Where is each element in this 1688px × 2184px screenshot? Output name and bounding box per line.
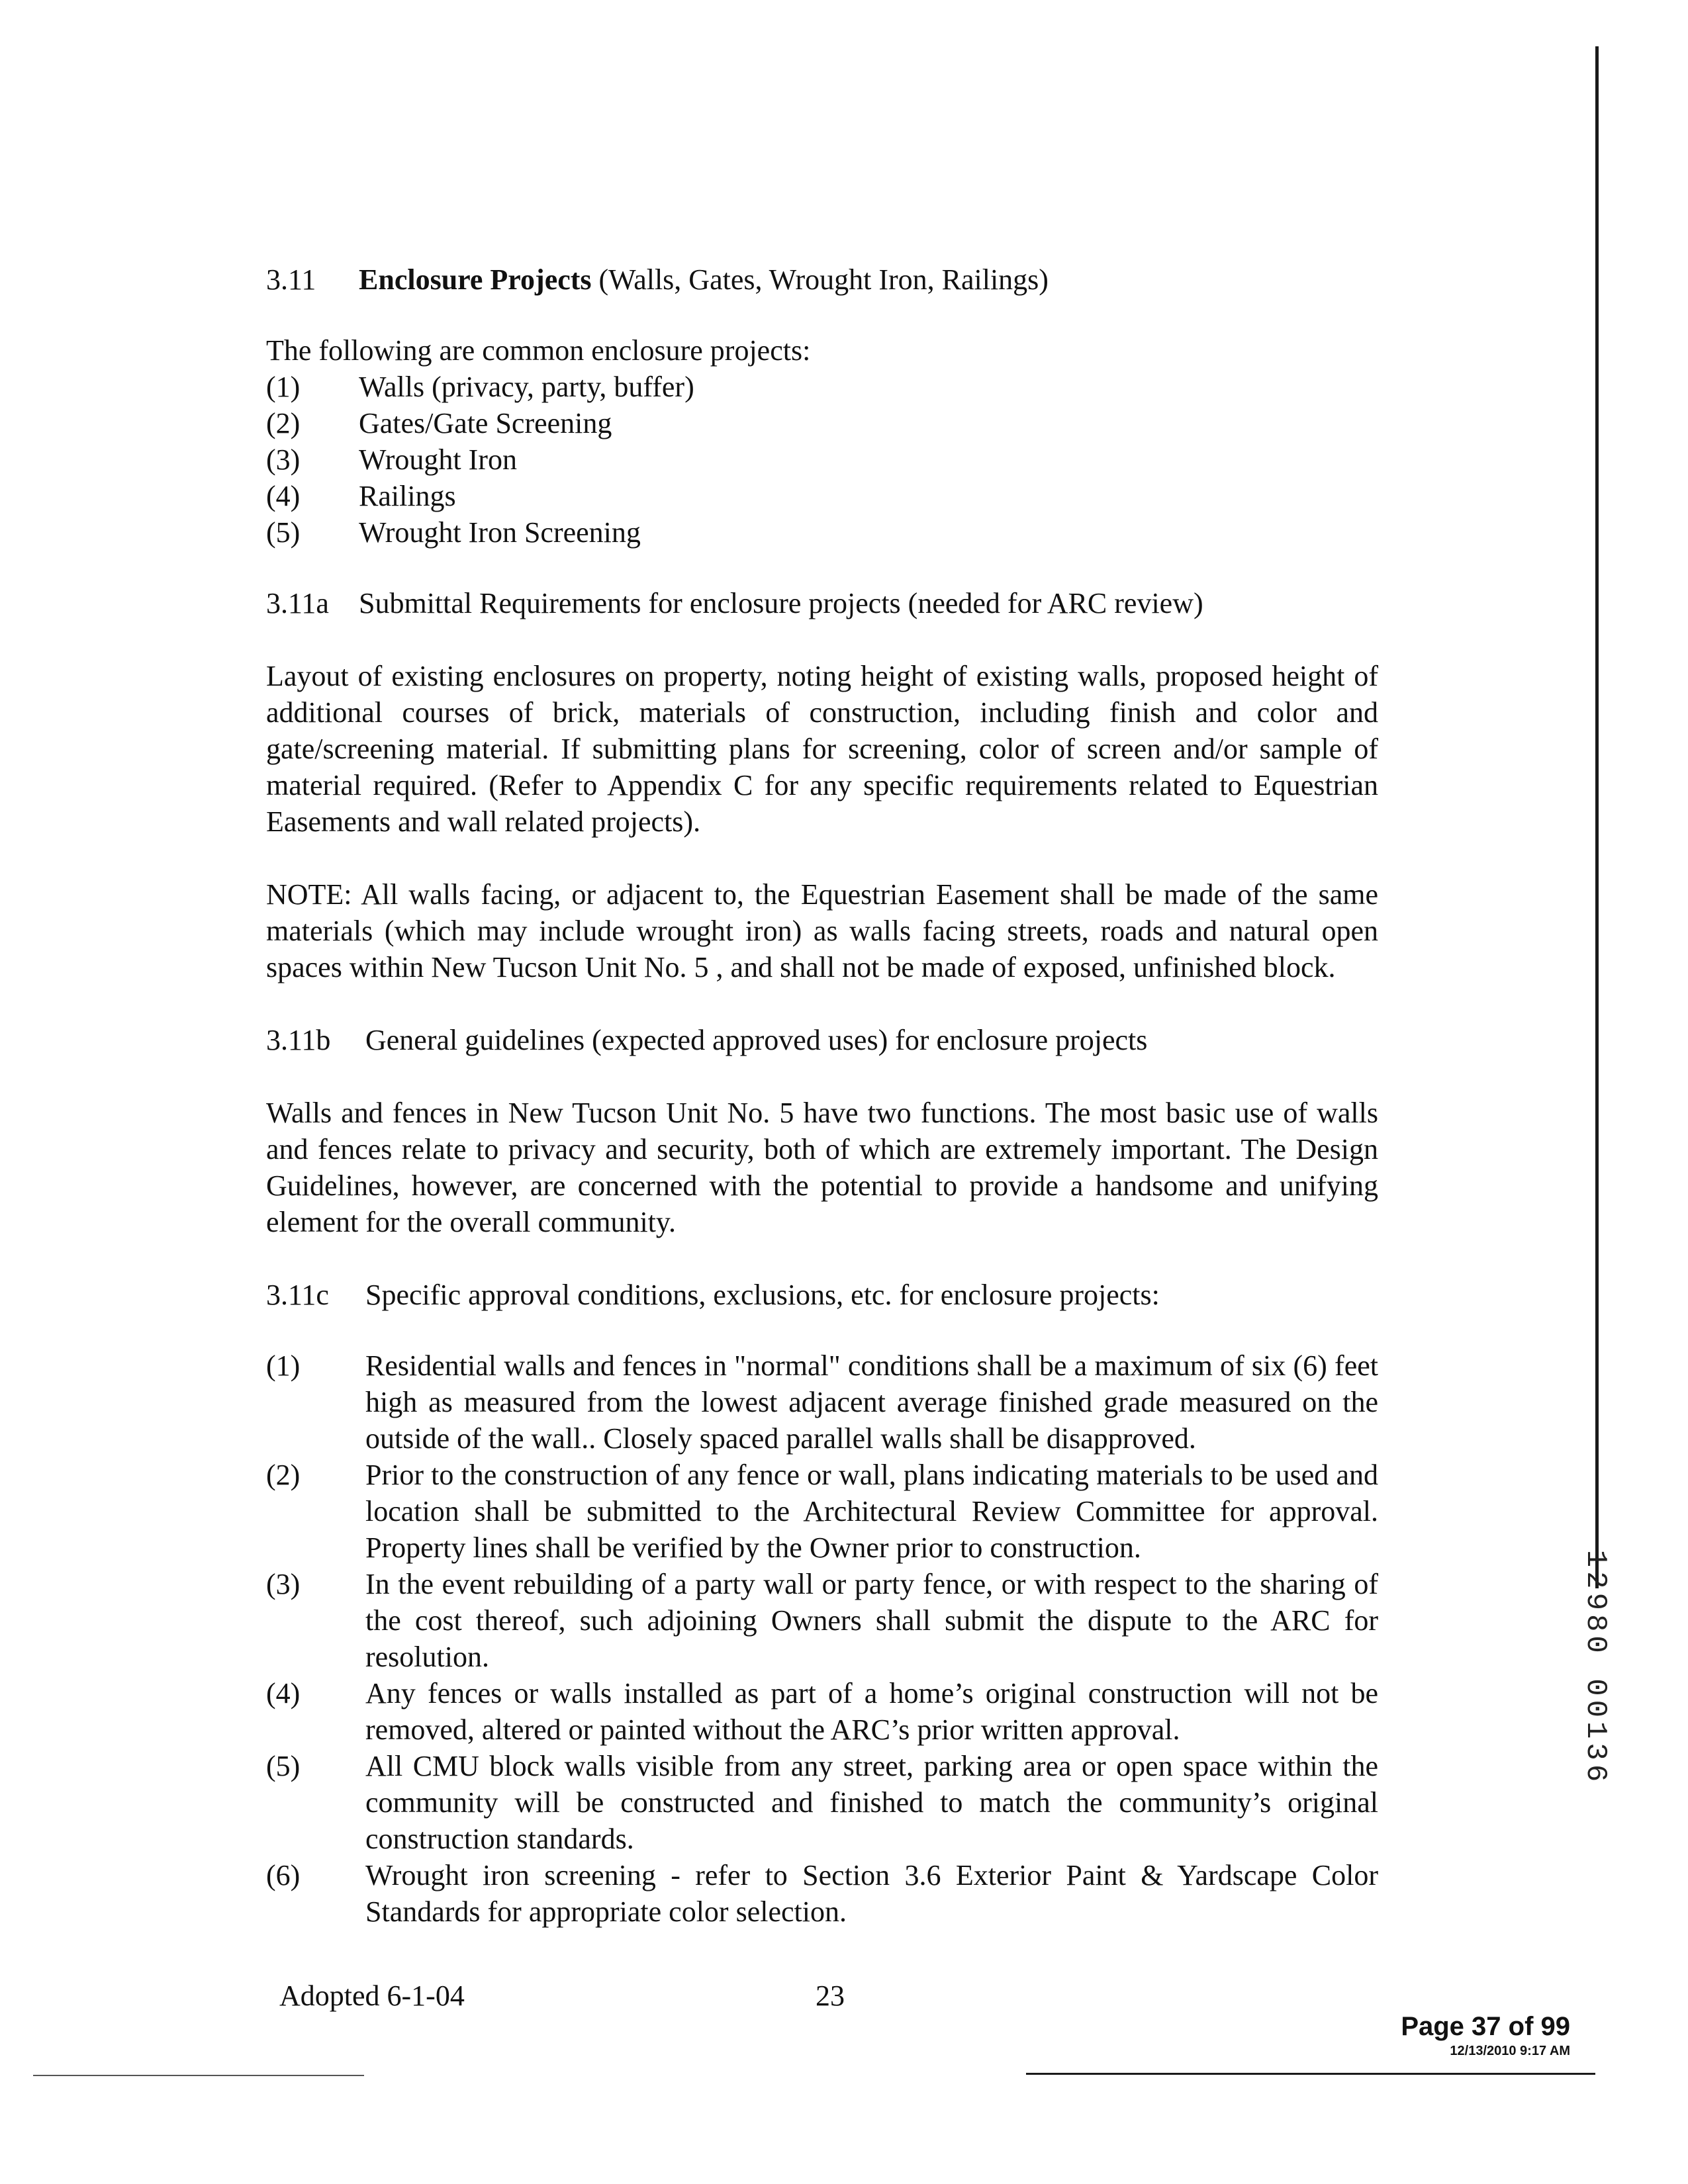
list-item: (4) Any fences or walls installed as part of a home’s original construction will not be removed, altered or painted without the ARC’s prior written approval.	[266, 1677, 1378, 1746]
subsection-b-body: Walls and fences in New Tucson Unit No. 5 have two functions. The most basic use of walls and fences relate to privacy and security, both of which are extremely important. The Design Guidelines, however, are concerned with the potential to provide a handsome and unifying element for the overall community.	[266, 1097, 1378, 1238]
recorder-timestamp: 12/13/2010 9:17 AM	[1450, 2044, 1570, 2058]
list-item: (2) Gates/Gate Screening	[266, 407, 612, 439]
section-subtitle: (Walls, Gates, Wrought Iron, Railings)	[598, 263, 1049, 296]
right-edge-line	[1595, 46, 1599, 1588]
list-item: (4) Railings	[266, 480, 456, 512]
list-item: (1) Residential walls and fences in "normal" conditions shall be a maximum of six (6) feet high as measured from the lowest adjacent average finished grade measured on the outside of the wall.. Closely spaced parallel walls shall be disapproved.	[266, 1349, 1378, 1455]
list-item: (3) Wrought Iron	[266, 443, 517, 476]
list-item: (6) Wrought iron screening - refer to Section 3.6 Exterior Paint & Yardscape Color Standards for appropriate color selection.	[266, 1859, 1378, 1928]
list-item: (5) All CMU block walls visible from any street, parking area or open space within the community will be constructed and finished to match the community’s original construction standards.	[266, 1750, 1378, 1855]
bottom-left-line	[33, 2075, 364, 2076]
list-item: (3) In the event rebuilding of a party wall or party fence, or with respect to the sharing of the cost thereof, such adjoining Owners shall submit the dispute to the ARC for resolution.	[266, 1568, 1378, 1673]
section-title: Enclosure Projects	[359, 263, 592, 296]
footer-page-number: 23	[816, 1979, 845, 2012]
document-body	[266, 261, 1378, 1930]
projects-intro: The following are common enclosure projects:	[266, 334, 811, 367]
subsection-a-body: Layout of existing enclosures on property, noting height of existing walls, proposed height of additional courses of brick, materials of construction, including finish and color and gate/screening material. If submitting plans for screening, color of screen and/or sample of material required. (Refer to Appendix C for any specific requirements related to Equestrian Easements and wall related projects).	[266, 660, 1378, 838]
section-heading	[266, 261, 1378, 298]
section-number: 3.11	[266, 263, 316, 296]
list-item: (2) Prior to the construction of any fence or wall, plans indicating materials to be used and location shall be submitted to the Architectural Review Committee for approval. Property lines shall be verified by the Owner prior to construction.	[266, 1459, 1378, 1564]
conditions-list	[266, 1347, 1378, 1930]
projects-list	[266, 369, 1378, 551]
list-item: (1) Walls (privacy, party, buffer)	[266, 371, 694, 403]
subsection-a-note: NOTE: All walls facing, or adjacent to, the Equestrian Easement shall be made of the same materials (which may include wrought iron) as walls facing streets, roads and natural open spaces within New Tucson Unit No. 5 , and shall not be made of exposed, unfinished block.	[266, 878, 1378, 983]
docket-stamp: 12980 00136	[1579, 1549, 1612, 1786]
list-item: (5) Wrought Iron Screening	[266, 516, 641, 549]
footer-adopted: Adopted 6-1-04	[279, 1979, 465, 2012]
subsection-b-heading: 3.11b General guidelines (expected approved uses) for enclosure projects	[266, 1024, 1148, 1056]
recorder-page-label: Page 37 of 99	[1401, 2012, 1570, 2041]
subsection-a-heading: 3.11a Submittal Requirements for enclosure projects (needed for ARC review)	[266, 587, 1203, 619]
bottom-edge-line	[1026, 2073, 1595, 2075]
subsection-c-heading: 3.11c Specific approval conditions, exclusions, etc. for enclosure projects:	[266, 1279, 1160, 1311]
